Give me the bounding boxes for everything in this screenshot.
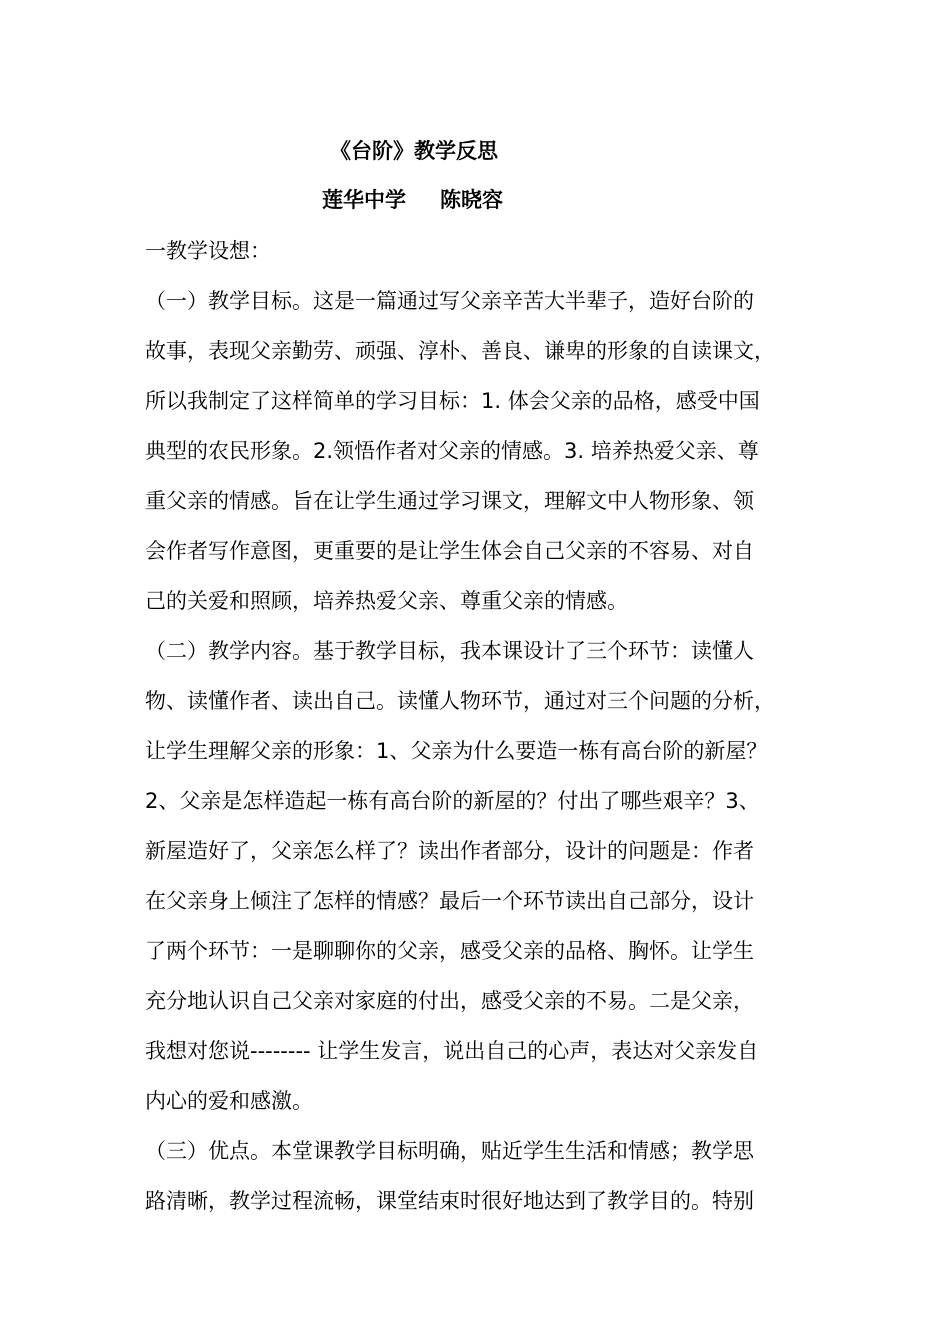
paragraph-line: （三）优点。本堂课教学目标明确，贴近学生生活和情感；教学思 [145,1139,754,1163]
paragraph-line: 路清晰，教学过程流畅，课堂结束时很好地达到了教学目的。特别 [145,1189,754,1213]
paragraph-line: （二）教学内容。基于教学目标，我本课设计了三个环节：读懂人 [145,639,754,663]
section-heading: 一教学设想： [145,239,271,263]
paragraph-line: （一）教学目标。这是一篇通过写父亲辛苦大半辈子，造好台阶的 [145,289,754,313]
paragraph-line: 在父亲身上倾注了怎样的情感？最后一个环节读出自己部分，设计 [145,889,754,913]
document-title: 《台阶》教学反思 [330,139,498,163]
paragraph-line: 2、父亲是怎样造起一栋有高台阶的新屋的？付出了哪些艰辛？3、 [145,789,760,813]
paragraph-line: 故事，表现父亲勤劳、顽强、淳朴、善良、谦卑的形象的自读课文， [145,339,775,363]
school-name: 莲华中学 [322,188,406,212]
paragraph-line: 新屋造好了，父亲怎么样了？读出作者部分，设计的问题是：作者 [145,839,754,863]
paragraph-line: 我想对您说-------- 让学生发言，说出自己的心声，表达对父亲发自 [145,1039,759,1063]
paragraph-line: 让学生理解父亲的形象：1、父亲为什么要造一栋有高台阶的新屋？ [145,739,768,763]
author-name: 陈晓容 [440,188,503,212]
paragraph-line: 典型的农民形象。2.领悟作者对父亲的情感。3. 培养热爱父亲、尊 [145,439,759,463]
paragraph-line: 会作者写作意图，更重要的是让学生体会自己父亲的不容易、对自 [145,539,754,563]
paragraph-line: 物、读懂作者、读出自己。读懂人物环节，通过对三个问题的分析， [145,689,775,713]
paragraph-line: 重父亲的情感。旨在让学生通过学习课文，理解文中人物形象、领 [145,489,754,513]
paragraph-line: 内心的爱和感激。 [145,1089,313,1113]
paragraph-line: 充分地认识自己父亲对家庭的付出，感受父亲的不易。二是父亲， [145,989,754,1013]
document-body [145,226,825,1226]
paragraph-line: 己的关爱和照顾，培养热爱父亲、尊重父亲的情感。 [145,589,628,613]
author-line [322,185,503,215]
paragraph-line: 了两个环节：一是聊聊你的父亲，感受父亲的品格、胸怀。让学生 [145,939,754,963]
paragraph-line: 所以我制定了这样简单的学习目标：1. 体会父亲的品格，感受中国 [145,389,760,413]
